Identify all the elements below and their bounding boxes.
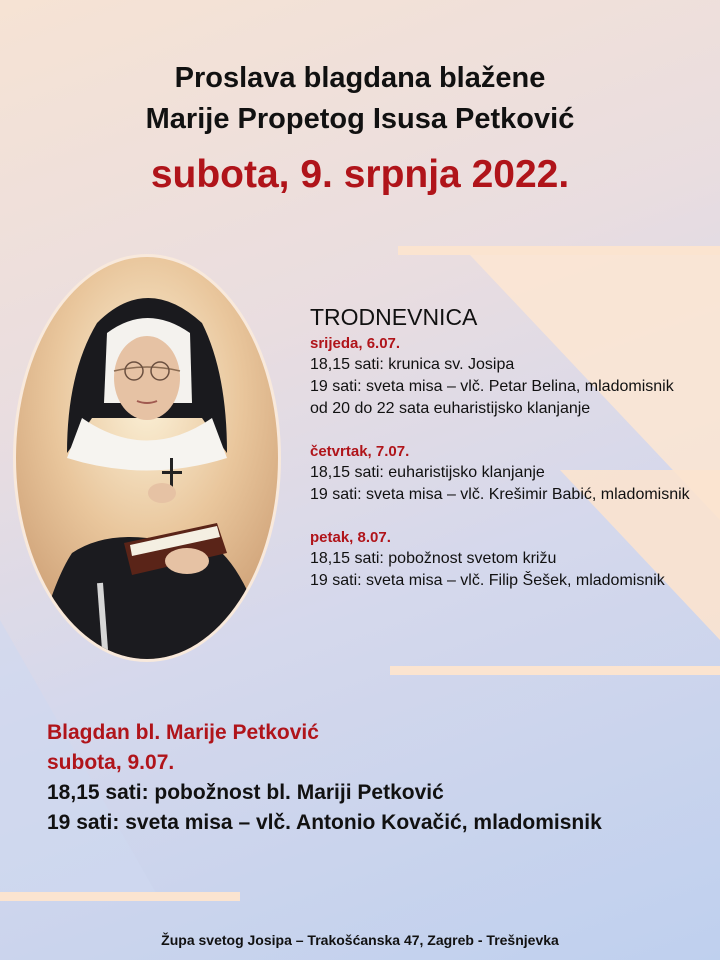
stripe-bottom (0, 892, 240, 901)
feast-date: subota, 9.07. (47, 751, 175, 774)
schedule-item: 19 sati: sveta misa – vlč. Filip Šešek, mladomisnik (310, 572, 665, 589)
stripe-middle (390, 666, 720, 675)
title-line-1: Proslava blagdana blažene (174, 62, 546, 94)
feast-item: 18,15 sati: pobožnost bl. Mariji Petković (47, 781, 444, 804)
day-heading: petak, 8.07. (310, 529, 391, 546)
schedule-item: 19 sati: sveta misa – vlč. Krešimir Babić, mladomisnik (310, 486, 690, 503)
triduum-title: TRODNEVNICA (310, 304, 478, 330)
schedule-item: 19 sati: sveta misa – vlč. Petar Belina, mladomisnik (310, 378, 674, 395)
schedule-item: 18,15 sati: krunica sv. Josipa (310, 356, 515, 373)
schedule-item: od 20 do 22 sata euharistijsko klanjanje (310, 400, 591, 417)
portrait-blessed-marija-petkovic (12, 253, 282, 663)
stripe-top (398, 246, 720, 255)
parish-footer: Župa svetog Josipa – Trakošćanska 47, Zagreb - Trešnjevka (161, 932, 559, 948)
title-date: subota, 9. srpnja 2022. (150, 153, 570, 196)
feast-item: 19 sati: sveta misa – vlč. Antonio Kovačić, mladomisnik (47, 811, 602, 834)
feast-title: Blagdan bl. Marije Petković (47, 721, 319, 744)
day-heading: četvrtak, 7.07. (310, 443, 410, 460)
title-line-2: Marije Propetog Isusa Petković (145, 103, 575, 135)
feast-day-section (47, 718, 707, 838)
schedule-item: 18,15 sati: pobožnost svetom križu (310, 550, 557, 567)
triduum-schedule (310, 302, 720, 592)
day-heading: srijeda, 6.07. (310, 335, 401, 352)
schedule-item: 18,15 sati: euharistijsko klanjanje (310, 464, 545, 481)
